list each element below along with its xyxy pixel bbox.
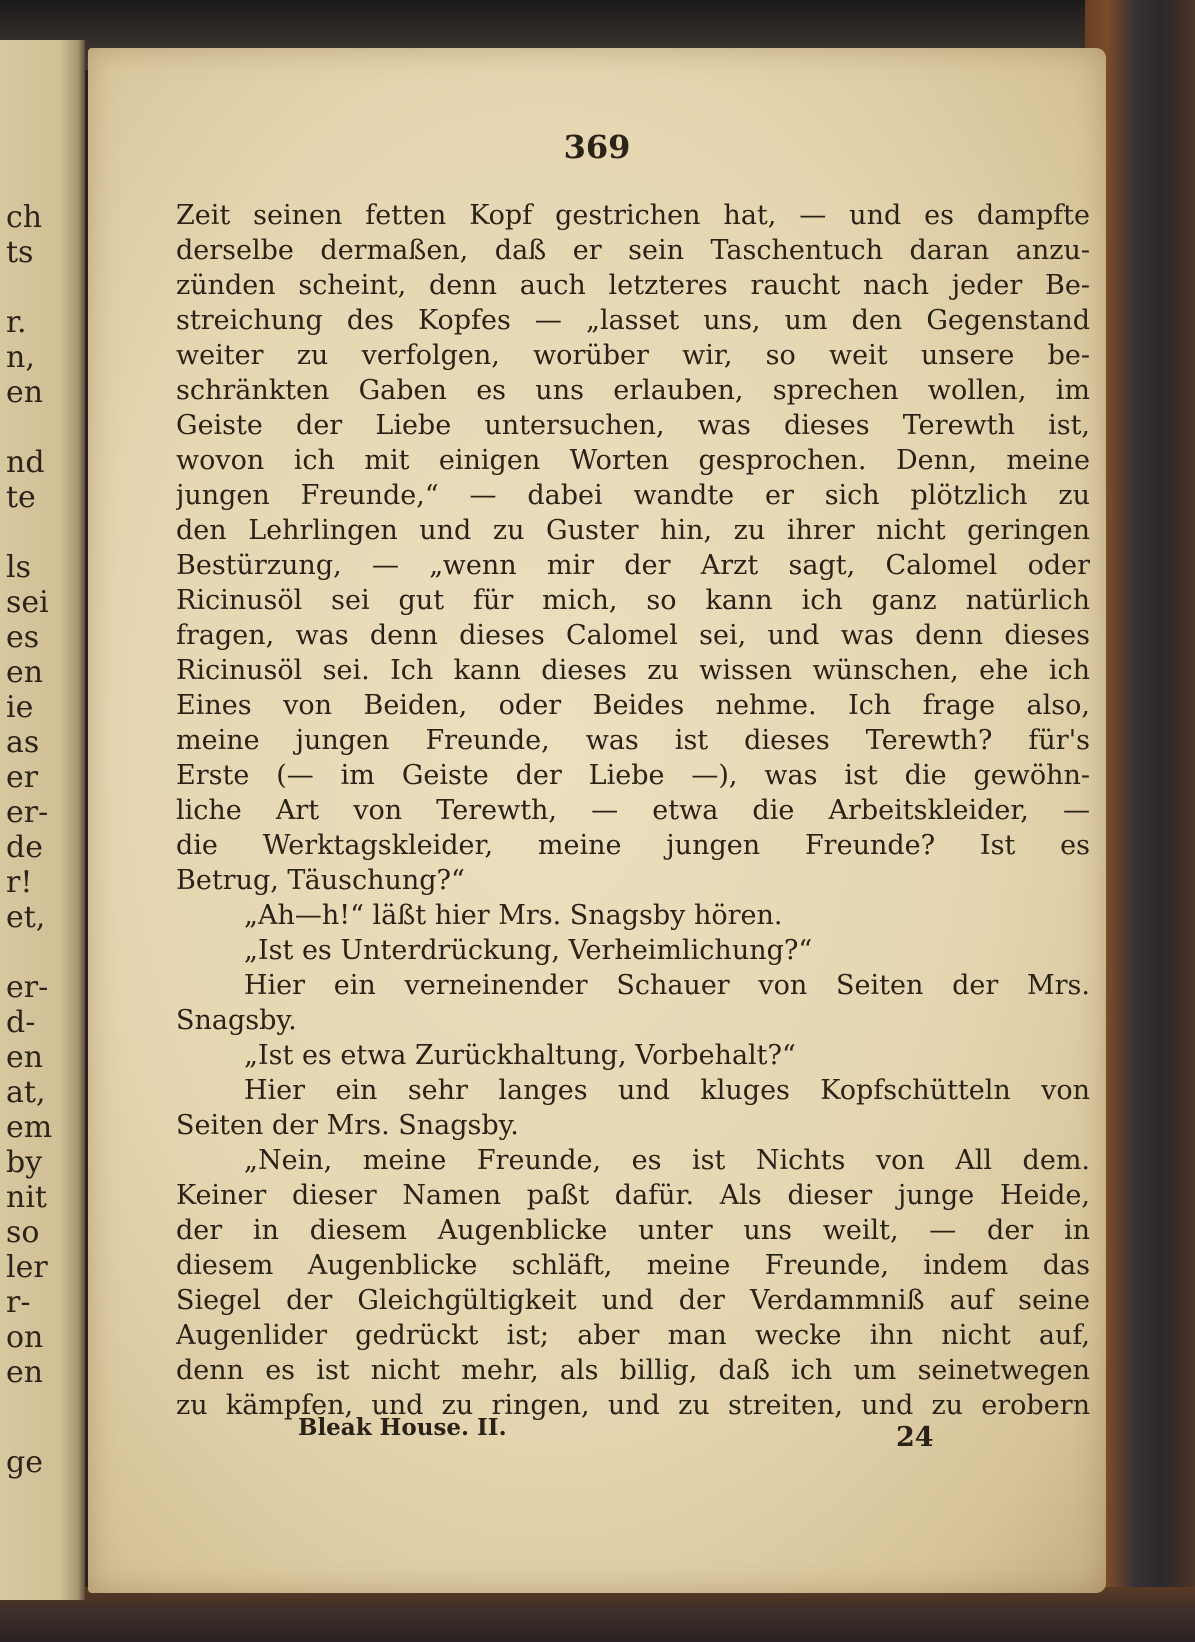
left-fragment: by bbox=[6, 1145, 43, 1180]
text-line: die Werktagskleider, meine jungen Freunde? Ist es bbox=[176, 830, 1090, 861]
left-fragment: te bbox=[6, 480, 36, 515]
text-line: „Ist es etwa Zurückhaltung, Vorbehalt?“ bbox=[244, 1040, 796, 1071]
text-line: Ricinusöl sei gut für mich, so kann ich ganz natürlich bbox=[176, 585, 1090, 616]
text-line: Augenlider gedrückt ist; aber man wecke ihn nicht auf, bbox=[176, 1320, 1090, 1351]
text-line: denn es ist nicht mehr, als billig, daß ich um seinetwegen bbox=[176, 1355, 1090, 1386]
text-line: Siegel der Gleichgültigkeit und der Verdammniß auf seine bbox=[176, 1285, 1090, 1316]
printer-signature: Bleak House. II. bbox=[298, 1414, 507, 1441]
text-line: Hier ein verneinender Schauer von Seiten der Mrs. bbox=[244, 970, 1090, 1001]
text-line: Bestürzung, — „wenn mir der Arzt sagt, Calomel oder bbox=[176, 550, 1090, 581]
text-line: Ricinusöl sei. Ich kann dieses zu wissen wünschen, ehe ich bbox=[176, 655, 1090, 686]
text-line: fragen, was denn dieses Calomel sei, und was denn dieses bbox=[176, 620, 1090, 651]
left-fragment: et, bbox=[6, 900, 46, 935]
left-fragment: r. bbox=[6, 305, 27, 340]
text-line: wovon ich mit einigen Worten gesprochen. Denn, meine bbox=[176, 445, 1090, 476]
left-fragment: es bbox=[6, 620, 40, 655]
left-fragment: ler bbox=[6, 1250, 48, 1285]
left-fragment: sei bbox=[6, 585, 49, 620]
text-line: zünden scheint, denn auch letzteres raucht nach jeder Be- bbox=[176, 270, 1090, 301]
book-binding-bottom bbox=[0, 1587, 1195, 1642]
text-line: liche Art von Terewth, — etwa die Arbeitskleider, — bbox=[176, 795, 1090, 826]
left-fragment: er bbox=[6, 760, 39, 795]
left-fragment: en bbox=[6, 655, 44, 690]
text-line: „Nein, meine Freunde, es ist Nichts von All dem. bbox=[244, 1145, 1090, 1176]
text-line: Eines von Beiden, oder Beides nehme. Ich frage also, bbox=[176, 690, 1090, 721]
text-line: meine jungen Freunde, was ist dieses Terewth? für's bbox=[176, 725, 1090, 756]
left-fragment: ls bbox=[6, 550, 31, 585]
text-line: derselbe dermaßen, daß er sein Taschentuch daran anzu- bbox=[176, 235, 1090, 266]
left-fragment: nit bbox=[6, 1180, 47, 1215]
text-line: zu kämpfen, und zu ringen, und zu streiten, und zu erobern bbox=[176, 1390, 1090, 1421]
left-fragment: d- bbox=[6, 1005, 36, 1040]
text-line: „Ist es Unterdrückung, Verheimlichung?“ bbox=[244, 935, 813, 966]
text-line: streichung des Kopfes — „lasset uns, um den Gegenstand bbox=[176, 305, 1090, 336]
text-line: Erste (— im Geiste der Liebe —), was ist die gewöhn- bbox=[176, 760, 1090, 791]
left-fragment: ch bbox=[6, 200, 43, 235]
left-fragment: em bbox=[6, 1110, 53, 1145]
left-fragment: er- bbox=[6, 795, 49, 830]
left-fragment: n, bbox=[6, 340, 35, 375]
left-fragment: er- bbox=[6, 970, 49, 1005]
left-fragment: r! bbox=[6, 865, 33, 900]
book-page bbox=[88, 48, 1106, 1593]
text-line: Snagsby. bbox=[176, 1005, 297, 1036]
text-line: „Ah—h!“ läßt hier Mrs. Snagsby hören. bbox=[244, 900, 783, 931]
left-fragment: at, bbox=[6, 1075, 46, 1110]
left-fragment: on bbox=[6, 1320, 44, 1355]
text-line: Zeit seinen fetten Kopf gestrichen hat, — und es dampfte bbox=[176, 200, 1090, 231]
text-line: schränkten Gaben es uns erlauben, sprechen wollen, im bbox=[176, 375, 1090, 406]
left-fragment: ie bbox=[6, 690, 34, 725]
text-line: Seiten der Mrs. Snagsby. bbox=[176, 1110, 519, 1141]
left-fragment: de bbox=[6, 830, 43, 865]
left-fragment: ge bbox=[6, 1445, 43, 1480]
text-line: Keiner dieser Namen paßt dafür. Als dieser junge Heide, bbox=[176, 1180, 1090, 1211]
left-fragment: en bbox=[6, 1355, 44, 1390]
left-page-edge bbox=[0, 40, 85, 1600]
text-line: Hier ein sehr langes und kluges Kopfschütteln von bbox=[244, 1075, 1090, 1106]
left-fragment: en bbox=[6, 375, 44, 410]
text-line: jungen Freunde,“ — dabei wandte er sich plötzlich zu bbox=[176, 480, 1090, 511]
text-line: der in diesem Augenblicke unter uns weilt, — der in bbox=[176, 1215, 1090, 1246]
text-line: Geiste der Liebe untersuchen, was dieses Terewth ist, bbox=[176, 410, 1090, 441]
left-fragment: nd bbox=[6, 445, 45, 480]
left-fragment: so bbox=[6, 1215, 40, 1250]
left-fragment: r- bbox=[6, 1285, 31, 1320]
left-fragment: en bbox=[6, 1040, 44, 1075]
text-line: weiter zu verfolgen, worüber wir, so weit unsere be- bbox=[176, 340, 1090, 371]
sheet-number: 24 bbox=[896, 1422, 934, 1453]
text-line: Betrug, Täuschung?“ bbox=[176, 865, 465, 896]
left-fragment: ts bbox=[6, 235, 34, 270]
page-number: 369 bbox=[563, 128, 631, 166]
text-line: den Lehrlingen und zu Guster hin, zu ihrer nicht geringen bbox=[176, 515, 1090, 546]
left-fragment: as bbox=[6, 725, 40, 760]
text-line: diesem Augenblicke schläft, meine Freunde, indem das bbox=[176, 1250, 1090, 1281]
